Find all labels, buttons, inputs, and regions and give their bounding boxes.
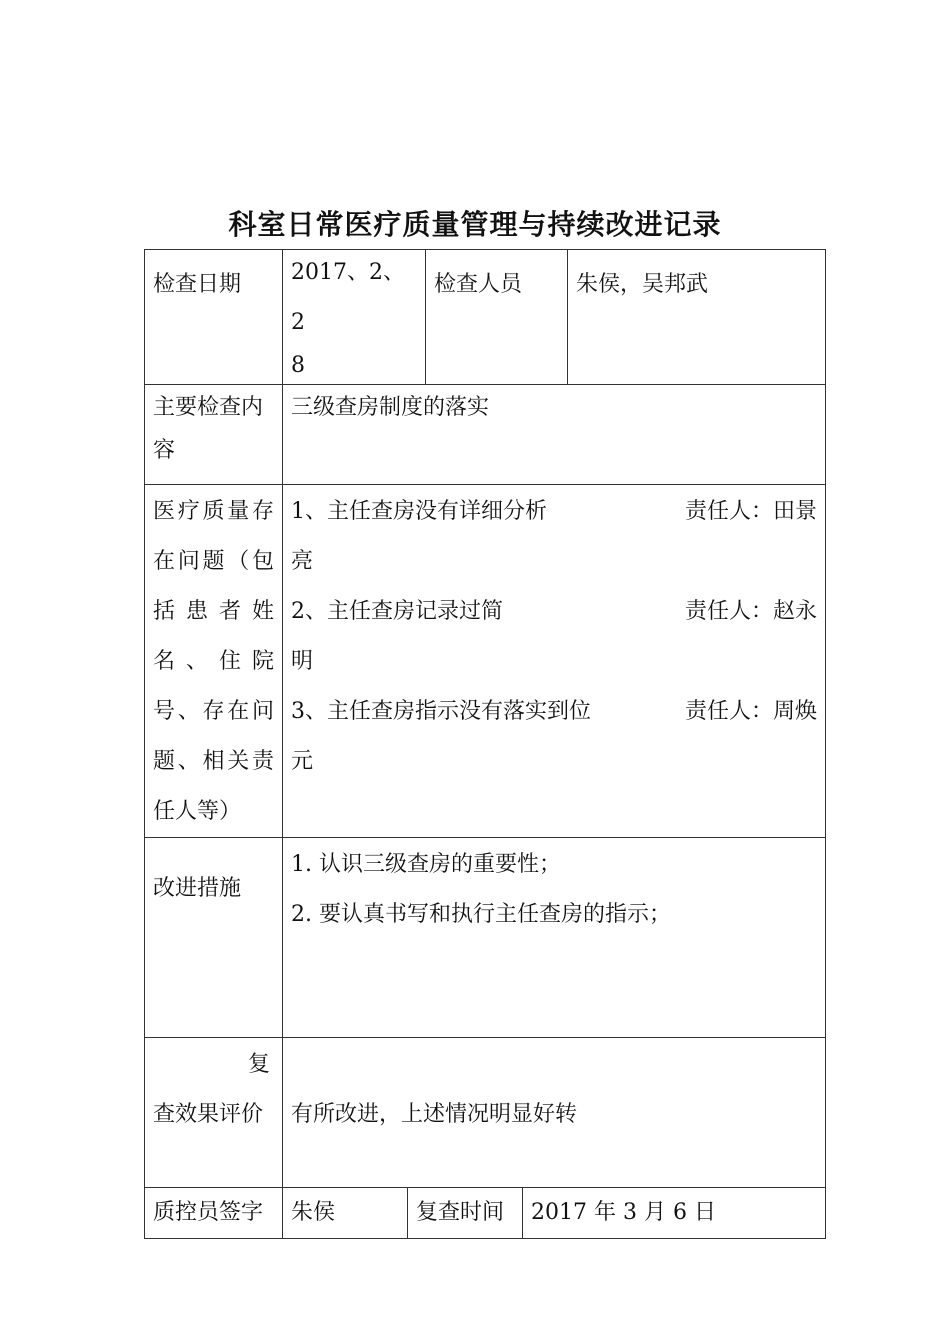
qc-signature-value-cell [283, 1188, 408, 1239]
review-time-label-cell [408, 1188, 523, 1239]
quality-problems-value-cell [283, 485, 826, 838]
responsible-person: 责任人：周焕 [685, 699, 818, 724]
quality-problems-label-line: 医疗质量存 [153, 499, 274, 524]
main-content-value: 三级查房制度的落实 [291, 395, 490, 420]
problem-item [291, 687, 817, 787]
row-improvement-measures [145, 838, 826, 1038]
inspector-label-cell [426, 250, 568, 385]
problem-text: 1、主任查房没有详细分析 [291, 499, 547, 524]
review-time-value: 2017 年 3 月 6 日 [531, 1200, 716, 1225]
inspector-value: 朱侯，吴邦武 [576, 272, 709, 297]
qc-signature-label: 质控员签字 [153, 1200, 264, 1225]
inspection-date-label: 检查日期 [153, 272, 242, 297]
main-content-label-line1: 主要检查内 [153, 395, 264, 420]
quality-problems-label-cell [145, 485, 283, 838]
qc-signature-value: 朱侯 [291, 1200, 336, 1225]
quality-problems-label-line: 号、存在问 [153, 699, 274, 724]
problem-item [291, 487, 817, 587]
page-title: 科室日常医疗质量管理与持续改进记录 [228, 208, 722, 241]
inspector-value-cell [568, 250, 826, 385]
main-content-value-cell [283, 385, 826, 485]
inspection-date-value-line2: 8 [291, 353, 305, 378]
improvement-measures-value-cell [283, 838, 826, 1038]
review-evaluation-label-cell [145, 1038, 283, 1188]
improvement-measures-label: 改进措施 [153, 876, 242, 901]
main-content-label-cell [145, 385, 283, 485]
row-quality-problems [145, 485, 826, 838]
row-signature [145, 1188, 826, 1239]
review-evaluation-value: 有所改进，上述情况明显好转 [291, 1102, 578, 1127]
review-evaluation-value-cell [283, 1038, 826, 1188]
problem-item [291, 587, 817, 687]
row-main-content [145, 385, 826, 485]
review-evaluation-label-line1: 复 [247, 1052, 270, 1077]
inspection-date-value-cell [283, 250, 426, 385]
qc-signature-label-cell [145, 1188, 283, 1239]
measure-item: 1. 认识三级查房的重要性； [291, 852, 561, 877]
measure-item: 2. 要认真书写和执行主任查房的指示； [291, 902, 671, 927]
quality-problems-label-line: 括 患 者 姓 [153, 599, 274, 624]
row-inspection-date [145, 250, 826, 385]
inspection-date-value-line1: 2017、2、2 [291, 260, 405, 335]
quality-problems-label-line: 任人等） [153, 799, 242, 824]
main-content-label-line2: 容 [153, 438, 176, 463]
responsible-person-cont: 元 [291, 749, 314, 774]
review-time-label: 复查时间 [416, 1200, 505, 1225]
review-time-value-cell [523, 1188, 826, 1239]
responsible-person-cont: 亮 [291, 549, 314, 574]
quality-record-table [144, 249, 826, 1239]
responsible-person: 责任人：田景 [685, 499, 818, 524]
responsible-person: 责任人：赵永 [685, 599, 818, 624]
inspector-label: 检查人员 [434, 272, 523, 297]
quality-problems-label-line: 题、相关责 [153, 749, 274, 774]
quality-problems-label-line: 在问题（包 [153, 549, 274, 574]
improvement-measures-label-cell [145, 838, 283, 1038]
problem-text: 2、主任查房记录过简 [291, 599, 503, 624]
review-evaluation-label-line2: 查效果评价 [153, 1102, 264, 1127]
quality-problems-label-line: 名 、 住 院 [153, 649, 274, 674]
inspection-date-label-cell [145, 250, 283, 385]
responsible-person-cont: 明 [291, 649, 314, 674]
row-review-evaluation [145, 1038, 826, 1188]
problem-text: 3、主任查房指示没有落实到位 [291, 699, 591, 724]
